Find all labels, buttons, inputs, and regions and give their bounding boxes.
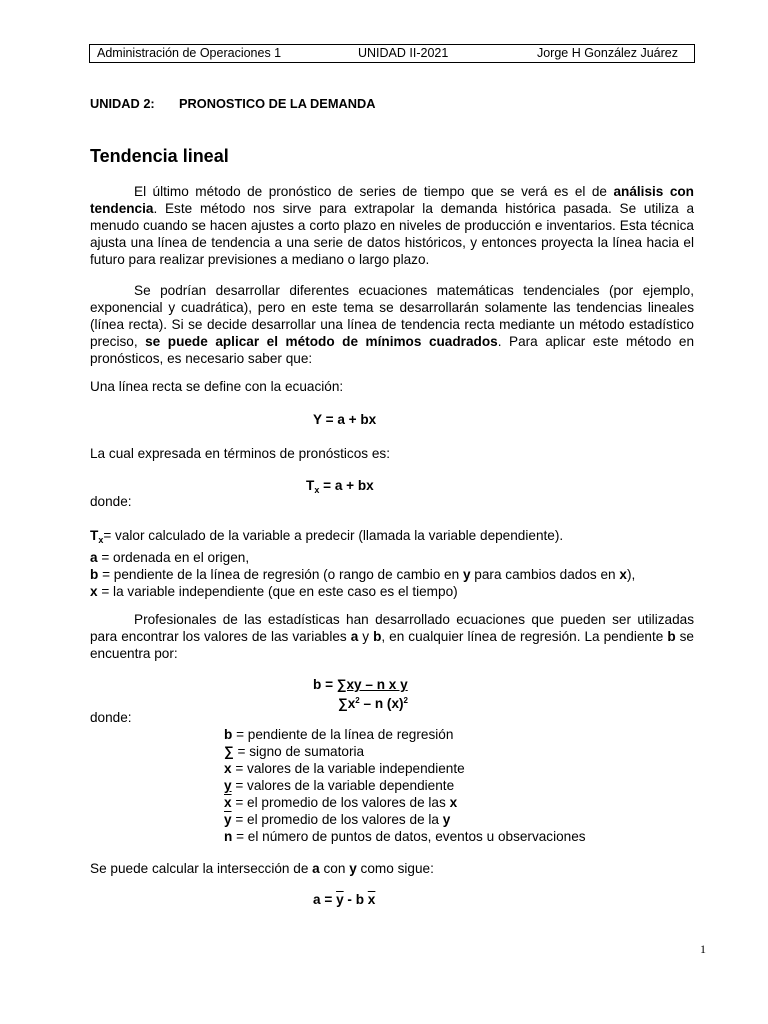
def-symbol: b bbox=[90, 567, 99, 582]
legend-symbol: n bbox=[224, 829, 233, 844]
legend-bold: y bbox=[442, 812, 451, 827]
paragraph-intercept bbox=[90, 860, 694, 877]
formula-line: Y = a + bx bbox=[313, 412, 377, 427]
legend-item bbox=[224, 726, 694, 743]
def-bold: y bbox=[462, 567, 471, 582]
formula-text: ∑x bbox=[338, 696, 356, 711]
paragraph-methods bbox=[90, 282, 694, 367]
formula-ybar: $\overline{y}$ bbox=[336, 892, 344, 907]
header-course: Administración de Operaciones 1 bbox=[97, 46, 282, 60]
text: se encuentra por: bbox=[90, 629, 694, 661]
text: Profesionales de las estadísticas han desarrollado ecuaciones que pueden ser utilizadas para encontrar los valores de las variables bbox=[90, 612, 694, 644]
legend-item bbox=[224, 828, 694, 845]
def-text: para cambios dados en bbox=[470, 567, 620, 582]
def-text: = ordenada en el origen, bbox=[97, 550, 250, 565]
formula-text: = a + bx bbox=[319, 478, 374, 493]
def-bold: x bbox=[619, 567, 627, 582]
text: , en cualquier línea de regresión. La pendiente bbox=[381, 629, 668, 644]
text: como sigue: bbox=[356, 861, 434, 876]
symbol-legend bbox=[224, 726, 694, 845]
def-text: = la variable independiente (que en este caso es el tiempo) bbox=[97, 584, 458, 599]
formula-lhs: a = bbox=[313, 892, 337, 907]
paragraph-line-def: Una línea recta se define con la ecuación: bbox=[90, 379, 344, 394]
legend-symbol: x bbox=[224, 761, 232, 776]
formula-text: - b bbox=[343, 892, 368, 907]
bold-term: a bbox=[312, 861, 320, 876]
legend-text: = el promedio de los valores de la bbox=[231, 812, 443, 827]
formula-exponent: 2 bbox=[355, 696, 360, 705]
legend-text: = pendiente de la línea de regresión bbox=[232, 727, 454, 742]
legend-symbol: ∑ bbox=[224, 744, 234, 759]
legend-bold: x bbox=[449, 795, 458, 810]
header-unit: UNIDAD II-2021 bbox=[358, 46, 449, 60]
text: con bbox=[319, 861, 350, 876]
formula-slope-numerator bbox=[313, 676, 408, 693]
where-label: donde: bbox=[90, 494, 132, 509]
def-text: = valor calculado de la variable a predecir (llamada la variable dependiente). bbox=[103, 528, 564, 543]
page-header bbox=[89, 44, 695, 63]
definition-tx bbox=[90, 527, 694, 549]
formula-exponent: 2 bbox=[403, 696, 408, 705]
definition-a bbox=[90, 549, 694, 566]
legend-item bbox=[224, 794, 694, 811]
def-text: ), bbox=[626, 567, 636, 582]
legend-symbol: $\overline{y}$ bbox=[224, 812, 232, 827]
unit-label: UNIDAD 2: bbox=[90, 96, 155, 111]
def-symbol: x bbox=[90, 584, 98, 599]
unit-heading bbox=[90, 95, 375, 112]
unit-title-text: PRONOSTICO DE LA DEMANDA bbox=[179, 96, 376, 111]
paragraph-forecast-terms: La cual expresada en términos de pronósticos es: bbox=[90, 446, 390, 461]
text: . Este método nos sirve para extrapolar la demanda histórica pasada. Se utiliza a menudo cuando se hacen ajustes a corto plazo en niveles de producción e inventarios. Esta técnica ajusta una línea de tendencia a una serie de datos históricos, y entonces proyecta la línea hacia el futuro para realizar previsiones a mediano o largo plazo. bbox=[90, 201, 694, 267]
legend-item bbox=[224, 743, 694, 760]
definitions-list bbox=[90, 527, 694, 600]
bold-term: b bbox=[667, 629, 676, 644]
definition-b bbox=[90, 566, 694, 583]
def-text: = pendiente de la línea de regresión (o rango de cambio en bbox=[98, 567, 463, 582]
text: Se puede calcular la intersección de bbox=[90, 861, 313, 876]
legend-text: = el promedio de los valores de las bbox=[231, 795, 450, 810]
formula-lhs: b = bbox=[313, 677, 337, 692]
formula-slope-denominator bbox=[338, 692, 408, 712]
formula-numerator: ∑xy – n x y bbox=[336, 677, 408, 692]
formula-subscript: x bbox=[314, 485, 320, 495]
legend-item bbox=[224, 760, 694, 777]
section-title: Tendencia lineal bbox=[90, 146, 229, 166]
legend-item bbox=[224, 811, 694, 828]
paragraph-intro bbox=[90, 183, 694, 268]
text: El último método de pronóstico de series de tiempo que se verá es el de bbox=[134, 184, 614, 199]
def-symbol: T bbox=[90, 528, 99, 543]
text: y bbox=[358, 629, 374, 644]
legend-text: = el número de puntos de datos, eventos u observaciones bbox=[232, 829, 586, 844]
bold-term: a bbox=[350, 629, 359, 644]
where-label: donde: bbox=[90, 710, 132, 725]
formula-xbar: $\overline{x}$ bbox=[367, 892, 376, 907]
bold-term: b bbox=[373, 629, 382, 644]
def-subscript: x bbox=[98, 535, 104, 545]
legend-symbol: b bbox=[224, 727, 233, 742]
legend-symbol: $\overline{x}$ bbox=[224, 795, 232, 810]
text: Se podrían desarrollar diferentes ecuaciones matemáticas tendenciales (por ejemplo, exponencial y cuadrática), pero en este tema se desarrollarán solamente las tendencias lineales (línea recta). Si se decide desarrollar una línea de tendencia recta mediante un método estadístico preciso, bbox=[90, 283, 694, 349]
formula-text: – n (x) bbox=[359, 696, 404, 711]
legend-text: = valores de la variable independiente bbox=[231, 761, 465, 776]
formula-forecast bbox=[306, 477, 374, 499]
def-symbol: a bbox=[90, 550, 98, 565]
legend-symbol: y bbox=[224, 778, 232, 793]
legend-item bbox=[224, 777, 694, 794]
formula-intercept bbox=[313, 891, 375, 908]
header-author: Jorge H González Juárez bbox=[536, 46, 678, 60]
definition-x bbox=[90, 583, 694, 600]
legend-text: = signo de sumatoria bbox=[233, 744, 365, 759]
bold-term: análisis con tendencia bbox=[90, 184, 694, 216]
bold-term: se puede aplicar el método de mínimos cuadrados bbox=[145, 334, 498, 349]
page-number: 1 bbox=[700, 942, 706, 956]
paragraph-regression bbox=[90, 611, 694, 662]
legend-text: = valores de la variable dependiente bbox=[231, 778, 455, 793]
bold-term: y bbox=[349, 861, 357, 876]
formula-symbol: T bbox=[306, 478, 315, 493]
text: . Para aplicar este método en pronósticos, es necesario saber que: bbox=[90, 334, 695, 366]
